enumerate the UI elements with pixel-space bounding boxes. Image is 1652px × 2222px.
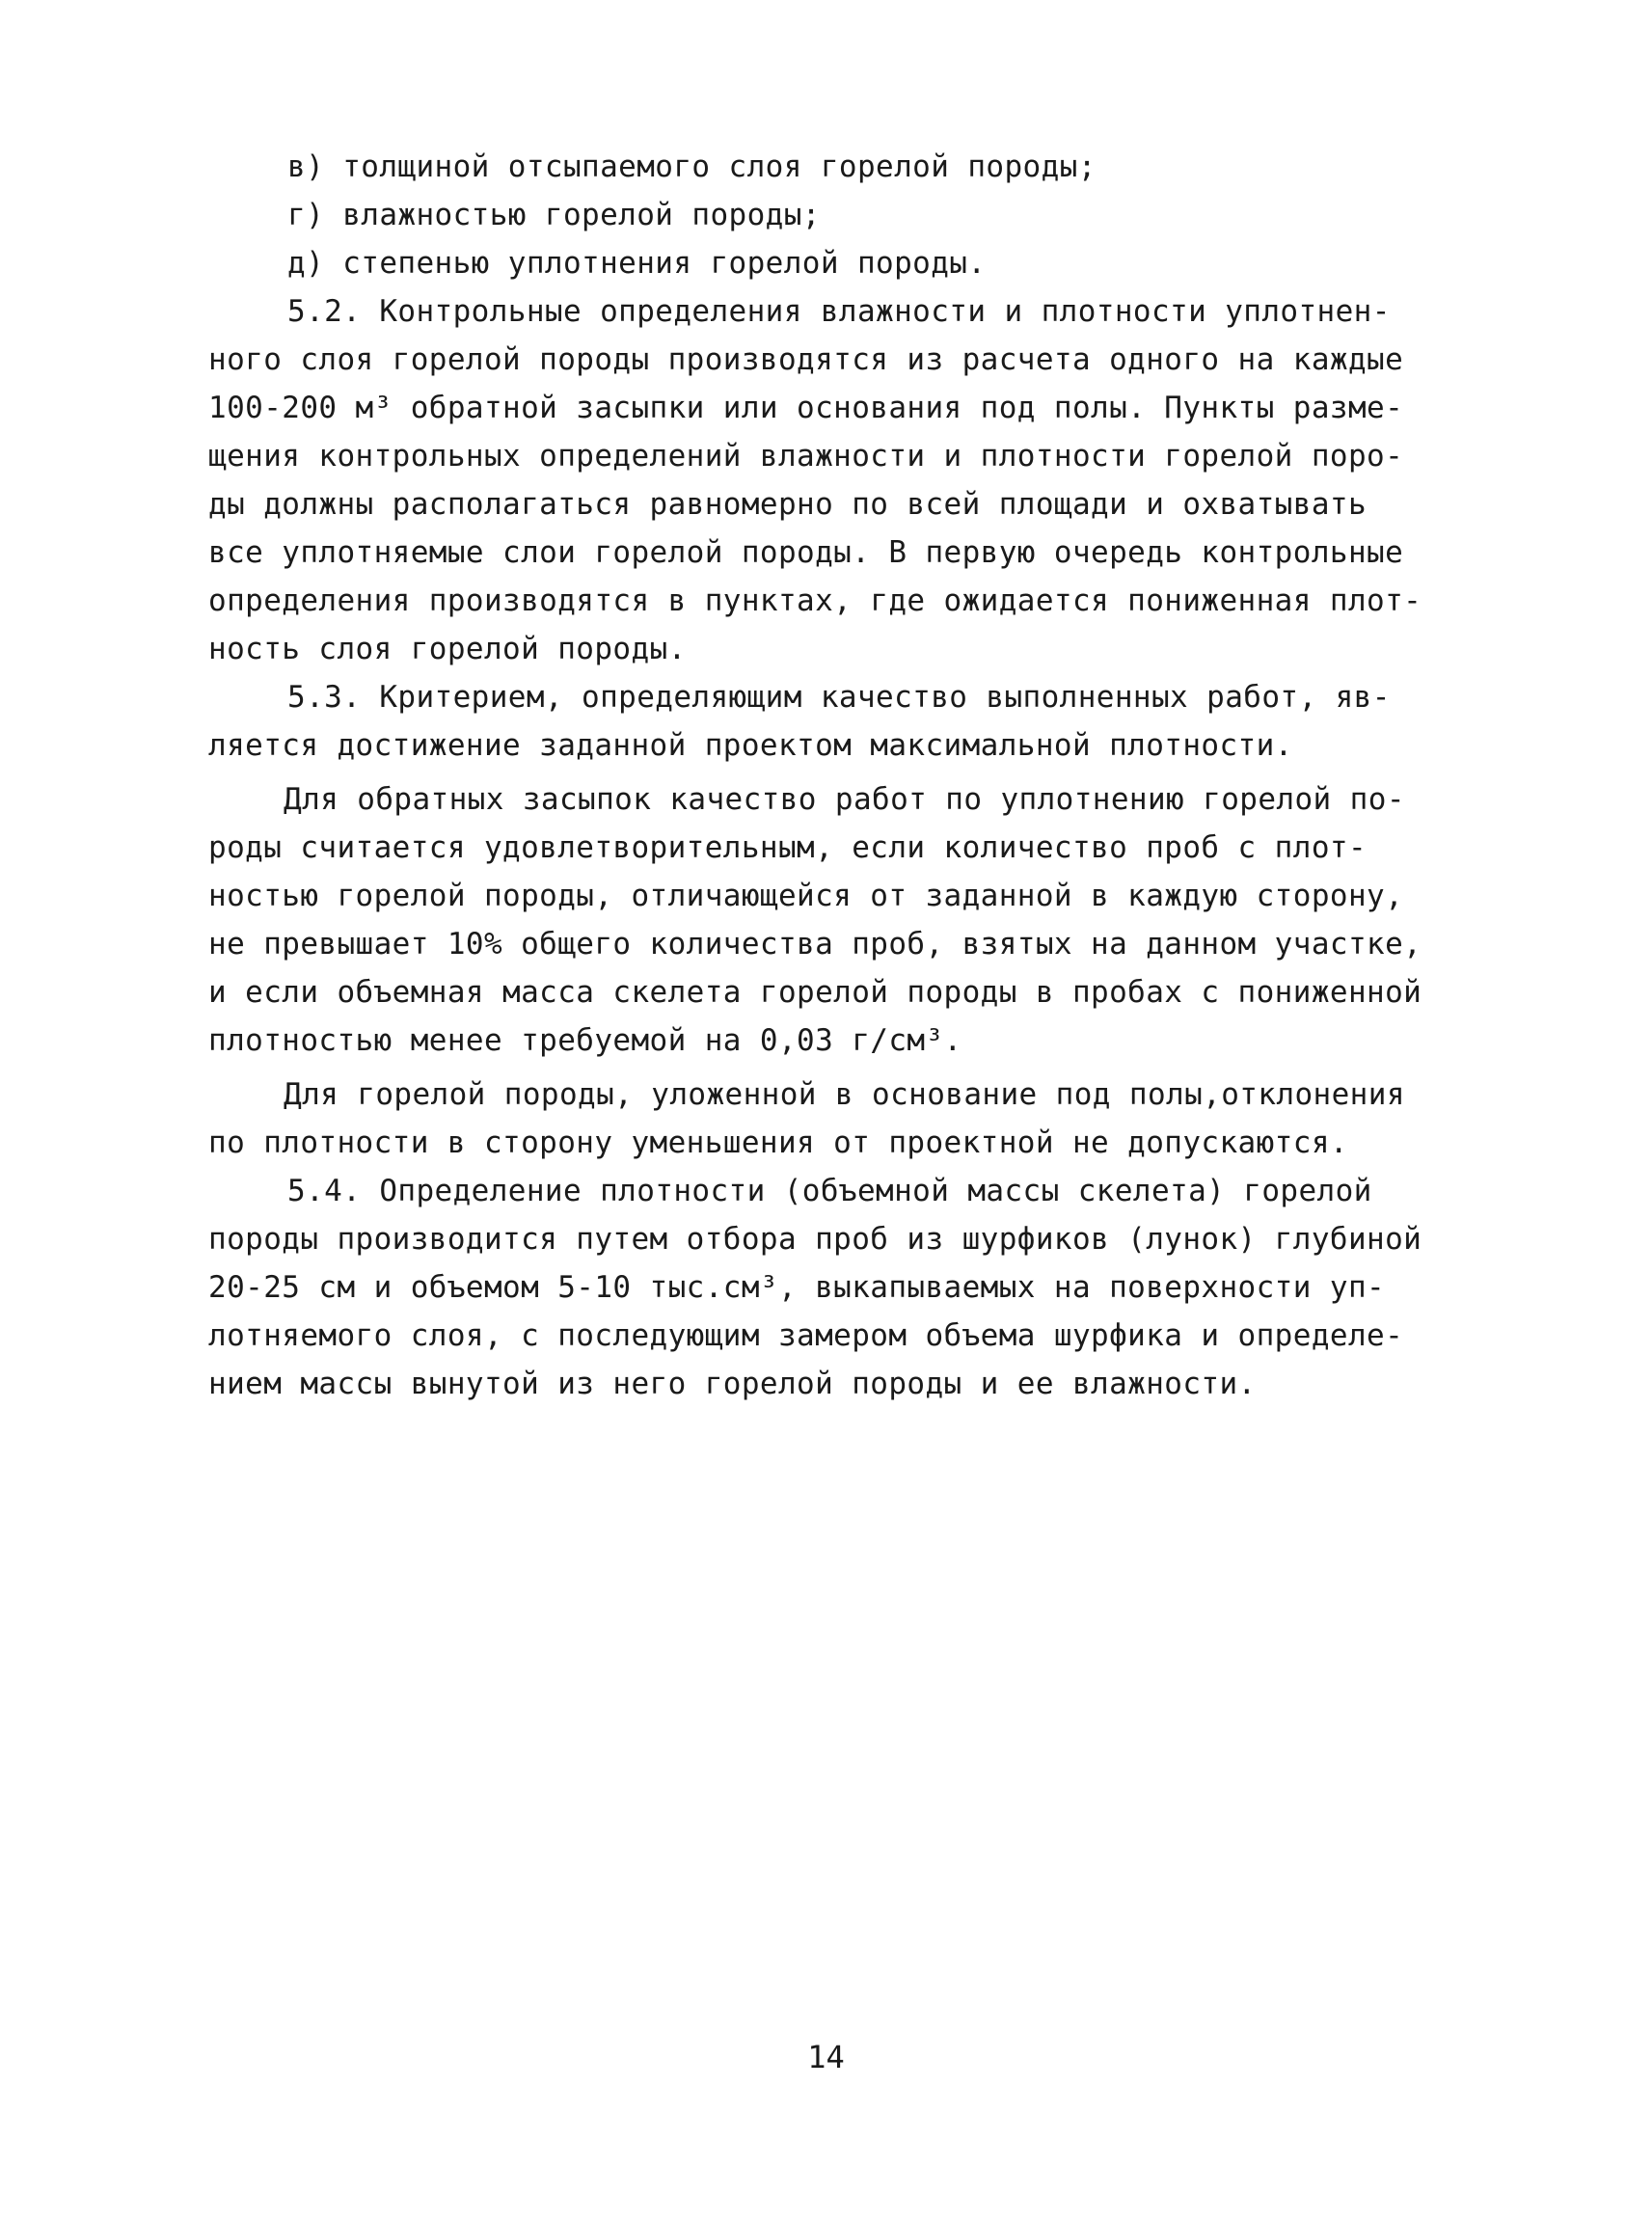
list-item-v: в) толщиной отсыпаемого слоя горелой породы; [287, 149, 1097, 184]
floor-base-paragraph-line-2: по плотности в сторону уменьшения от проектной не допускаются. [208, 1125, 1348, 1160]
list-item-d: д) степенью уплотнения горелой породы. [287, 246, 987, 281]
section-5-3-line-2: ляется достижение заданной проектом максимальной плотности. [208, 728, 1293, 763]
section-5-2-line-1: 5.2. Контрольные определения влажности и плотности уплотнен- [287, 294, 1391, 329]
backfill-paragraph-line-6: плотностью менее требуемой на 0,03 г/см³. [208, 1023, 962, 1058]
backfill-paragraph-line-5: и если объемная масса скелета горелой породы в пробах с пониженной [208, 975, 1422, 1010]
section-5-4-line-2: породы производится путем отбора проб из шурфиков (лунок) глубиной [208, 1222, 1422, 1257]
backfill-paragraph-line-1: Для обратных засыпок качество работ по уплотнению горелой по- [284, 782, 1405, 817]
backfill-paragraph-line-3: ностью горелой породы, отличающейся от заданной в каждую сторону, [208, 879, 1404, 913]
section-5-4-line-3: 20-25 см и объемом 5-10 тыс.см³, выкапываемых на поверхности уп- [208, 1270, 1386, 1305]
floor-base-paragraph-line-1: Для горелой породы, уложенной в основание под полы,отклонения [284, 1077, 1405, 1112]
backfill-paragraph-line-2: роды считается удовлетворительным, если количество проб с плот- [208, 830, 1368, 865]
section-5-2-line-8: ность слоя горелой породы. [208, 632, 687, 666]
page-number: 14 [807, 2039, 845, 2075]
section-5-4-line-1: 5.4. Определение плотности (объемной массы скелета) горелой [287, 1174, 1372, 1208]
section-5-2-line-5: ды должны располагаться равномерно по всей площади и охватывать [208, 487, 1368, 522]
document-body [208, 143, 1491, 1408]
section-5-2-line-7: определения производятся в пунктах, где ожидается пониженная плот- [208, 583, 1422, 618]
section-5-2-line-4: щения контрольных определений влажности и плотности горелой поро- [208, 439, 1404, 474]
list-item-g: г) влажностью горелой породы; [287, 198, 821, 232]
section-5-4-line-5: нием массы вынутой из него горелой породы и ее влажности. [208, 1367, 1257, 1401]
section-5-2-line-6: все уплотняемые слои горелой породы. В первую очередь контрольные [208, 535, 1404, 570]
backfill-paragraph-line-4: не превышает 10% общего количества проб, взятых на данном участке, [208, 927, 1422, 962]
section-5-2-line-2: ного слоя горелой породы производятся из расчета одного на каждые [208, 342, 1404, 377]
section-5-3-line-1: 5.3. Критерием, определяющим качество выполненных работ, яв- [287, 680, 1391, 715]
section-5-4-line-4: лотняемого слоя, с последующим замером объема шурфика и определе- [208, 1318, 1404, 1353]
section-5-2-line-3: 100-200 м³ обратной засыпки или основания под полы. Пункты разме- [208, 391, 1404, 425]
